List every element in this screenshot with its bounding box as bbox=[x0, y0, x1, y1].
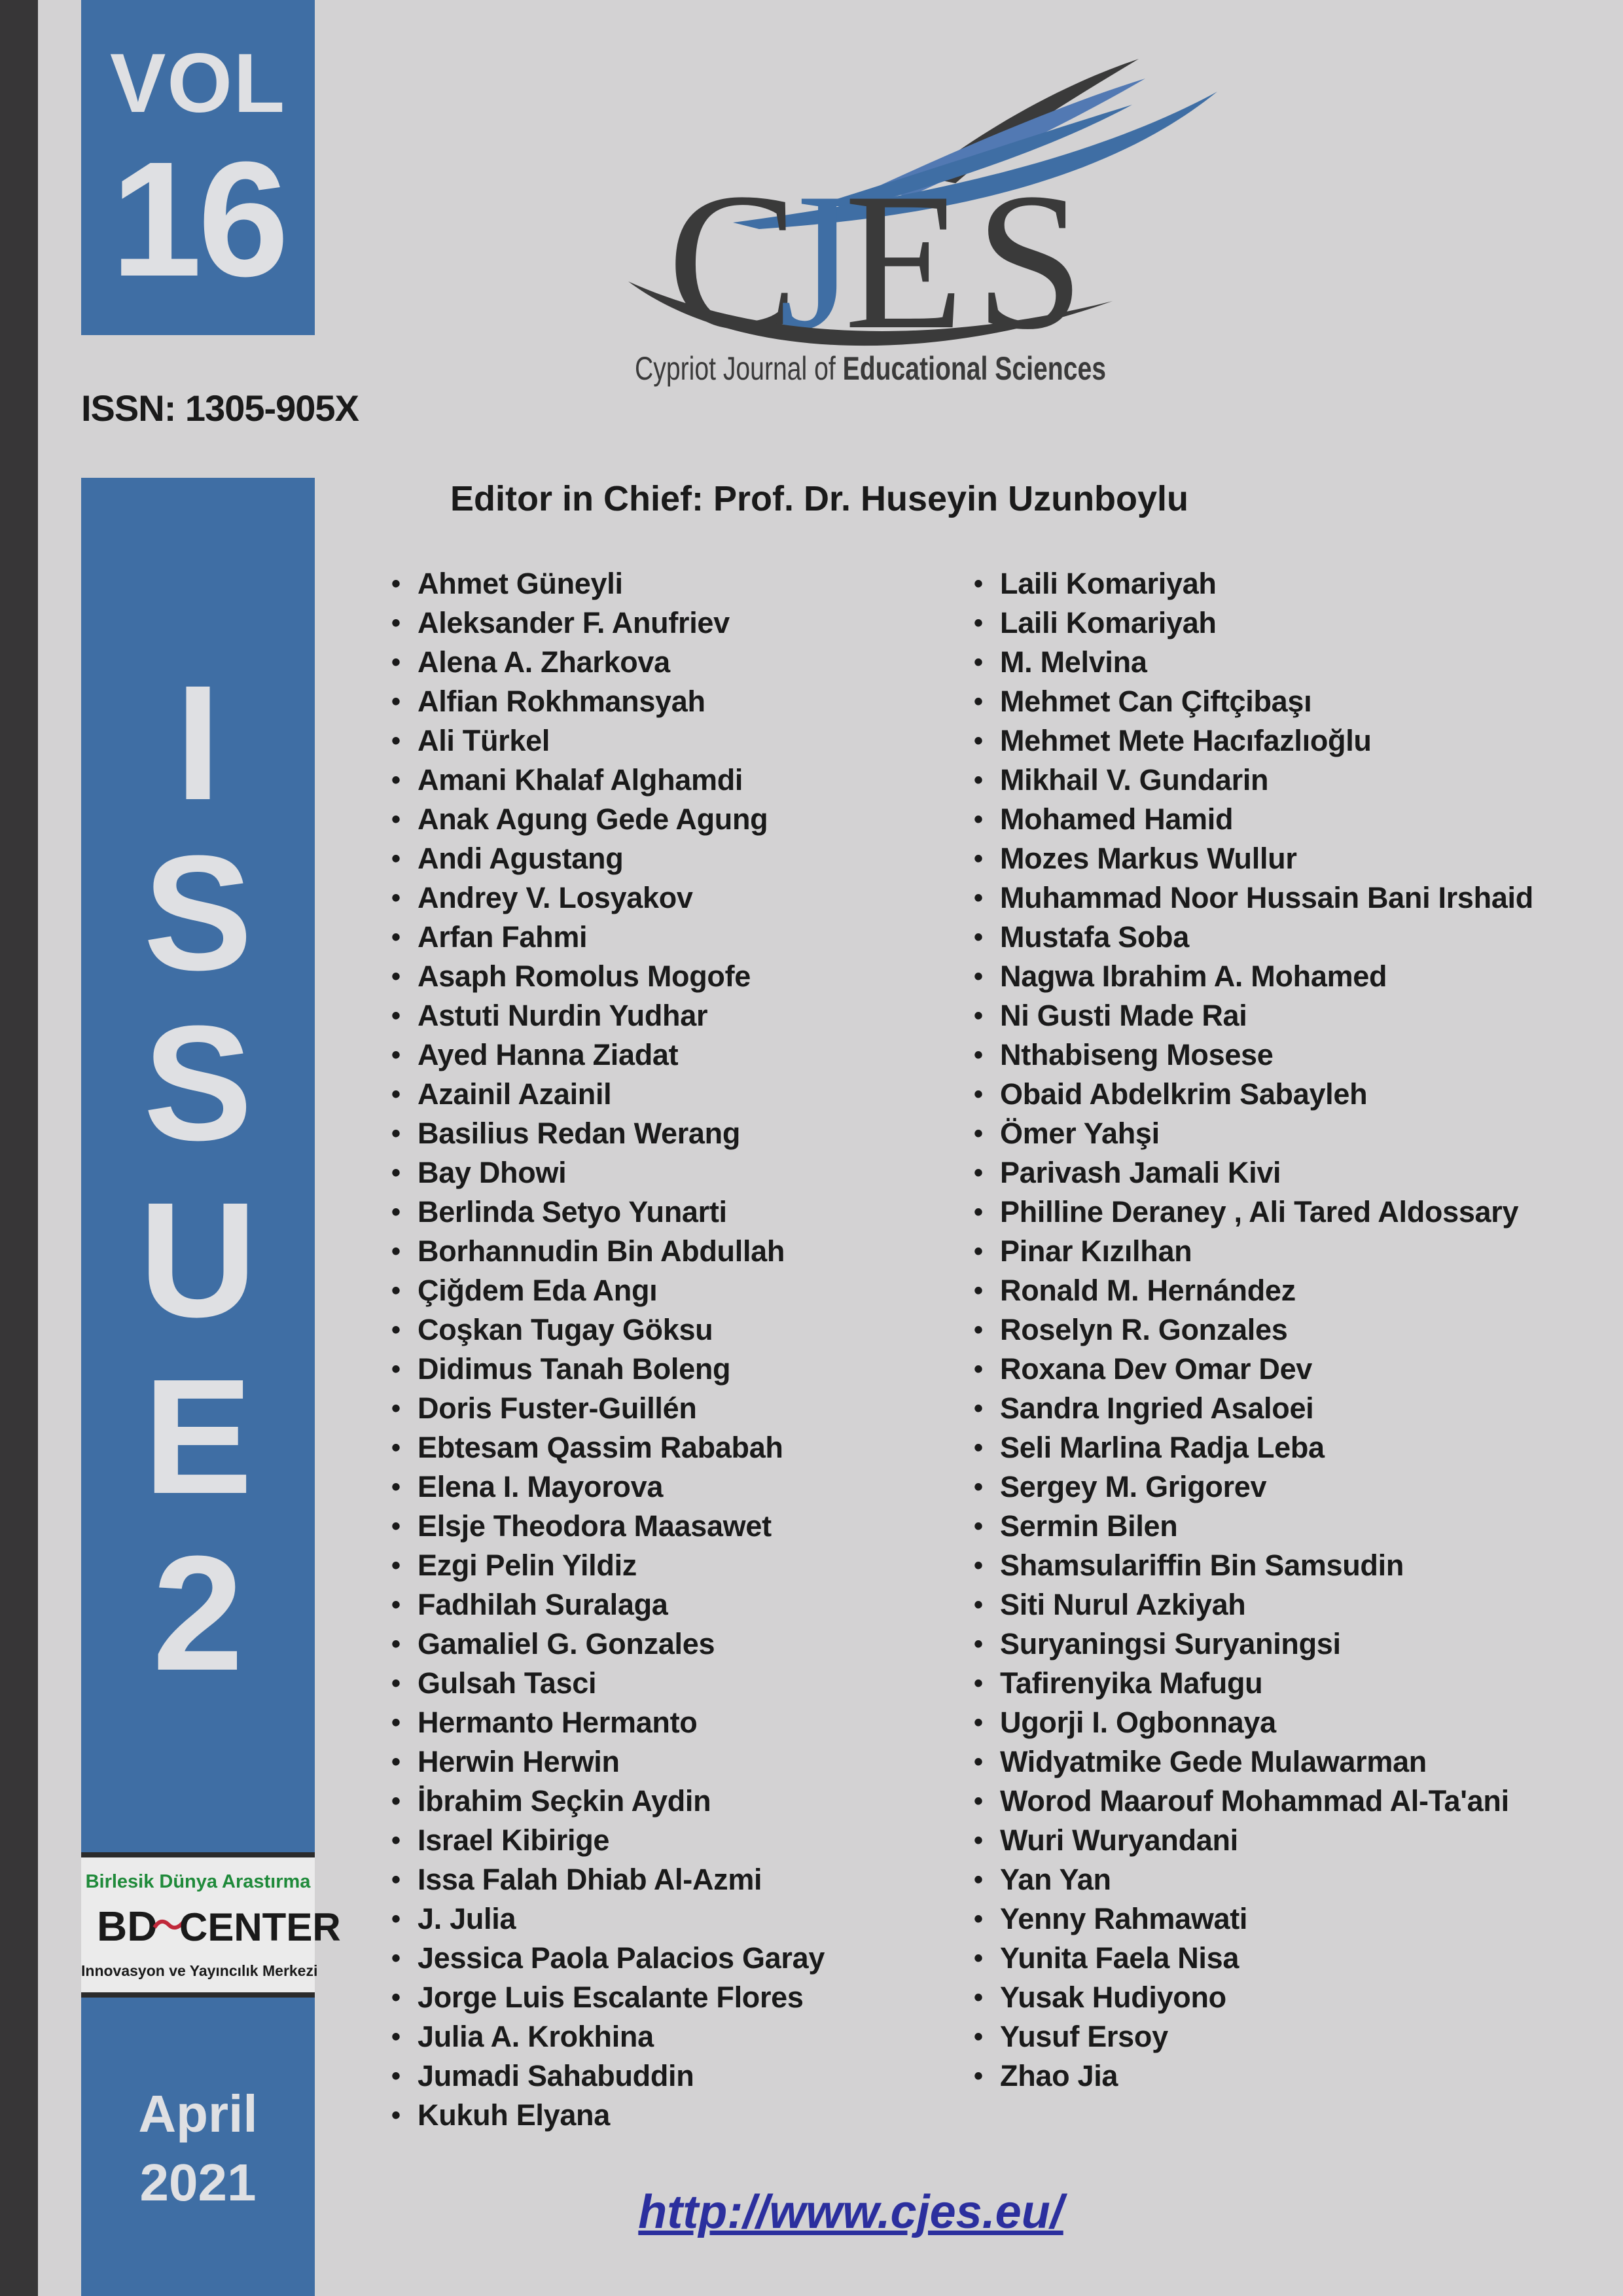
author-item: • Doris Fuster-Guillén bbox=[391, 1389, 825, 1428]
author-item: • Muhammad Noor Hussain Bani Irshaid bbox=[974, 878, 1533, 918]
issue-letter-2: S bbox=[143, 821, 253, 1004]
author-item: • Nagwa Ibrahim A. Mohamed bbox=[974, 957, 1533, 996]
issue-number: 2 bbox=[152, 1522, 244, 1704]
author-item: • Parivash Jamali Kivi bbox=[974, 1153, 1533, 1193]
author-item: • Obaid Abdelkrim Sabayleh bbox=[974, 1075, 1533, 1114]
author-item: • Jumadi Sahabuddin bbox=[391, 2056, 825, 2096]
author-item: • Amani Khalaf Alghamdi bbox=[391, 761, 825, 800]
author-item: • Ugorji I. Ogbonnaya bbox=[974, 1703, 1533, 1742]
author-item: • Issa Falah Dhiab Al-Azmi bbox=[391, 1860, 825, 1899]
author-item: • Ezgi Pelin Yildiz bbox=[391, 1546, 825, 1585]
author-item: • İbrahim Seçkin Aydin bbox=[391, 1782, 825, 1821]
logo-letter-e: E bbox=[844, 152, 965, 370]
author-item: • Mehmet Mete Hacıfazlıoğlu bbox=[974, 721, 1533, 761]
author-item: • Mehmet Can Çiftçibaşı bbox=[974, 682, 1533, 721]
journal-url-link[interactable]: http://www.cjes.eu/ bbox=[638, 2186, 1063, 2238]
author-item: • Yusak Hudiyono bbox=[974, 1978, 1533, 2017]
author-list-left bbox=[391, 564, 825, 2135]
author-item: • Sandra Ingried Asaloei bbox=[974, 1389, 1533, 1428]
author-list-right bbox=[974, 564, 1533, 2096]
author-item: • Nthabiseng Mosese bbox=[974, 1035, 1533, 1075]
dark-edge-strip bbox=[0, 0, 38, 2296]
bd-logo-left: BD bbox=[97, 1903, 158, 1950]
author-item: • Mikhail V. Gundarin bbox=[974, 761, 1533, 800]
bd-logo-right: CENTER bbox=[179, 1905, 341, 1949]
author-item: • Roxana Dev Omar Dev bbox=[974, 1350, 1533, 1389]
author-item: • Andi Agustang bbox=[391, 839, 825, 878]
logo-letter-c: C bbox=[668, 152, 799, 370]
author-item: • Ahmet Güneyli bbox=[391, 564, 825, 603]
author-item: • Ronald M. Hernández bbox=[974, 1271, 1533, 1310]
volume-number: 16 bbox=[111, 128, 285, 310]
author-item: • Yunita Faela Nisa bbox=[974, 1939, 1533, 1978]
bd-center-top-line: Birlesik Dünya Arastırma bbox=[85, 1871, 311, 1892]
author-item: • Wuri Wuryandani bbox=[974, 1821, 1533, 1860]
author-item: • Hermanto Hermanto bbox=[391, 1703, 825, 1742]
author-item: • Suryaningsi Suryaningsi bbox=[974, 1624, 1533, 1664]
author-item: • Siti Nurul Azkiyah bbox=[974, 1585, 1533, 1624]
author-item: • Aleksander F. Anufriev bbox=[391, 603, 825, 643]
author-item: • Alena A. Zharkova bbox=[391, 643, 825, 682]
author-item: • Mohamed Hamid bbox=[974, 800, 1533, 839]
logo-letter-s: S bbox=[975, 152, 1084, 370]
author-item: • Seli Marlina Radja Leba bbox=[974, 1428, 1533, 1467]
date-panel bbox=[81, 1998, 315, 2296]
issue-letter-3: S bbox=[143, 992, 253, 1174]
editor-in-chief: Editor in Chief: Prof. Dr. Huseyin Uzunboylu bbox=[450, 479, 1189, 518]
issue-letter-1: I bbox=[175, 651, 221, 834]
author-item: • Gulsah Tasci bbox=[391, 1664, 825, 1703]
issue-month: April bbox=[138, 2085, 258, 2143]
author-item: • Yenny Rahmawati bbox=[974, 1899, 1533, 1939]
bd-center-bottom-line: Innovasyon ve Yayıncılık Merkezi bbox=[81, 1962, 318, 1979]
author-item: • Borhannudin Bin Abdullah bbox=[391, 1232, 825, 1271]
author-item: • Didimus Tanah Boleng bbox=[391, 1350, 825, 1389]
author-item: • Yan Yan bbox=[974, 1860, 1533, 1899]
issue-year: 2021 bbox=[139, 2153, 257, 2212]
author-item: • Gamaliel G. Gonzales bbox=[391, 1624, 825, 1664]
author-item: • Julia A. Krokhina bbox=[391, 2017, 825, 2056]
bd-center-logo bbox=[81, 1893, 341, 1959]
author-item: • Ayed Hanna Ziadat bbox=[391, 1035, 825, 1075]
logo-caption-regular: Cypriot Journal of bbox=[635, 350, 901, 387]
logo-letter-j: J bbox=[779, 152, 855, 370]
author-item: • Kukuh Elyana bbox=[391, 2096, 825, 2135]
author-item: • Laili Komariyah bbox=[974, 564, 1533, 603]
author-item: • Ali Türkel bbox=[391, 721, 825, 761]
author-item: • Ömer Yahşi bbox=[974, 1114, 1533, 1153]
issue-letter-4: U bbox=[139, 1168, 257, 1351]
author-item: • Philline Deraney , Ali Tared Aldossary bbox=[974, 1193, 1533, 1232]
author-item: • Bay Dhowi bbox=[391, 1153, 825, 1193]
author-item: • Zhao Jia bbox=[974, 2056, 1533, 2096]
author-item: • Azainil Azainil bbox=[391, 1075, 825, 1114]
author-item: • J. Julia bbox=[391, 1899, 825, 1939]
author-item: • Ni Gusti Made Rai bbox=[974, 996, 1533, 1035]
author-item: • Sergey M. Grigorev bbox=[974, 1467, 1533, 1507]
author-item: • Widyatmike Gede Mulawarman bbox=[974, 1742, 1533, 1782]
author-item: • Çiğdem Eda Angı bbox=[391, 1271, 825, 1310]
author-item: • Sermin Bilen bbox=[974, 1507, 1533, 1546]
author-item: • Mozes Markus Wullur bbox=[974, 839, 1533, 878]
author-item: • Basilius Redan Werang bbox=[391, 1114, 825, 1153]
author-item: • Asaph Romolus Mogofe bbox=[391, 957, 825, 996]
author-item: • Mustafa Soba bbox=[974, 918, 1533, 957]
issue-letter-5: E bbox=[143, 1345, 253, 1528]
author-item: • Andrey V. Losyakov bbox=[391, 878, 825, 918]
author-item: • Berlinda Setyo Yunarti bbox=[391, 1193, 825, 1232]
logo-caption-bold: Educational Sciences bbox=[842, 350, 1179, 387]
author-item: • Elsje Theodora Maasawet bbox=[391, 1507, 825, 1546]
author-item: • Ebtesam Qassim Rababah bbox=[391, 1428, 825, 1467]
author-item: • Roselyn R. Gonzales bbox=[974, 1310, 1533, 1350]
author-item: • Alfian Rokhmansyah bbox=[391, 682, 825, 721]
author-item: • Israel Kibirige bbox=[391, 1821, 825, 1860]
author-item: • M. Melvina bbox=[974, 643, 1533, 682]
gap-strip bbox=[38, 0, 81, 2296]
author-item: • Pinar Kızılhan bbox=[974, 1232, 1533, 1271]
author-item: • Jorge Luis Escalante Flores bbox=[391, 1978, 825, 2017]
author-item: • Anak Agung Gede Agung bbox=[391, 800, 825, 839]
volume-label: VOL bbox=[109, 37, 287, 130]
author-item: • Laili Komariyah bbox=[974, 603, 1533, 643]
author-item: • Shamsulariffin Bin Samsudin bbox=[974, 1546, 1533, 1585]
author-item: • Worod Maarouf Mohammad Al-Ta'ani bbox=[974, 1782, 1533, 1821]
author-item: • Astuti Nurdin Yudhar bbox=[391, 996, 825, 1035]
author-item: • Herwin Herwin bbox=[391, 1742, 825, 1782]
author-item: • Tafirenyika Mafugu bbox=[974, 1664, 1533, 1703]
author-item: • Elena I. Mayorova bbox=[391, 1467, 825, 1507]
author-item: • Yusuf Ersoy bbox=[974, 2017, 1533, 2056]
author-item: • Jessica Paola Palacios Garay bbox=[391, 1939, 825, 1978]
cjes-logo bbox=[615, 52, 1230, 393]
author-item: • Arfan Fahmi bbox=[391, 918, 825, 957]
author-item: • Coşkan Tugay Göksu bbox=[391, 1310, 825, 1350]
logo-caption bbox=[635, 350, 1179, 387]
author-item: • Fadhilah Suralaga bbox=[391, 1585, 825, 1624]
issn-label: ISSN: 1305-905X bbox=[81, 387, 359, 429]
